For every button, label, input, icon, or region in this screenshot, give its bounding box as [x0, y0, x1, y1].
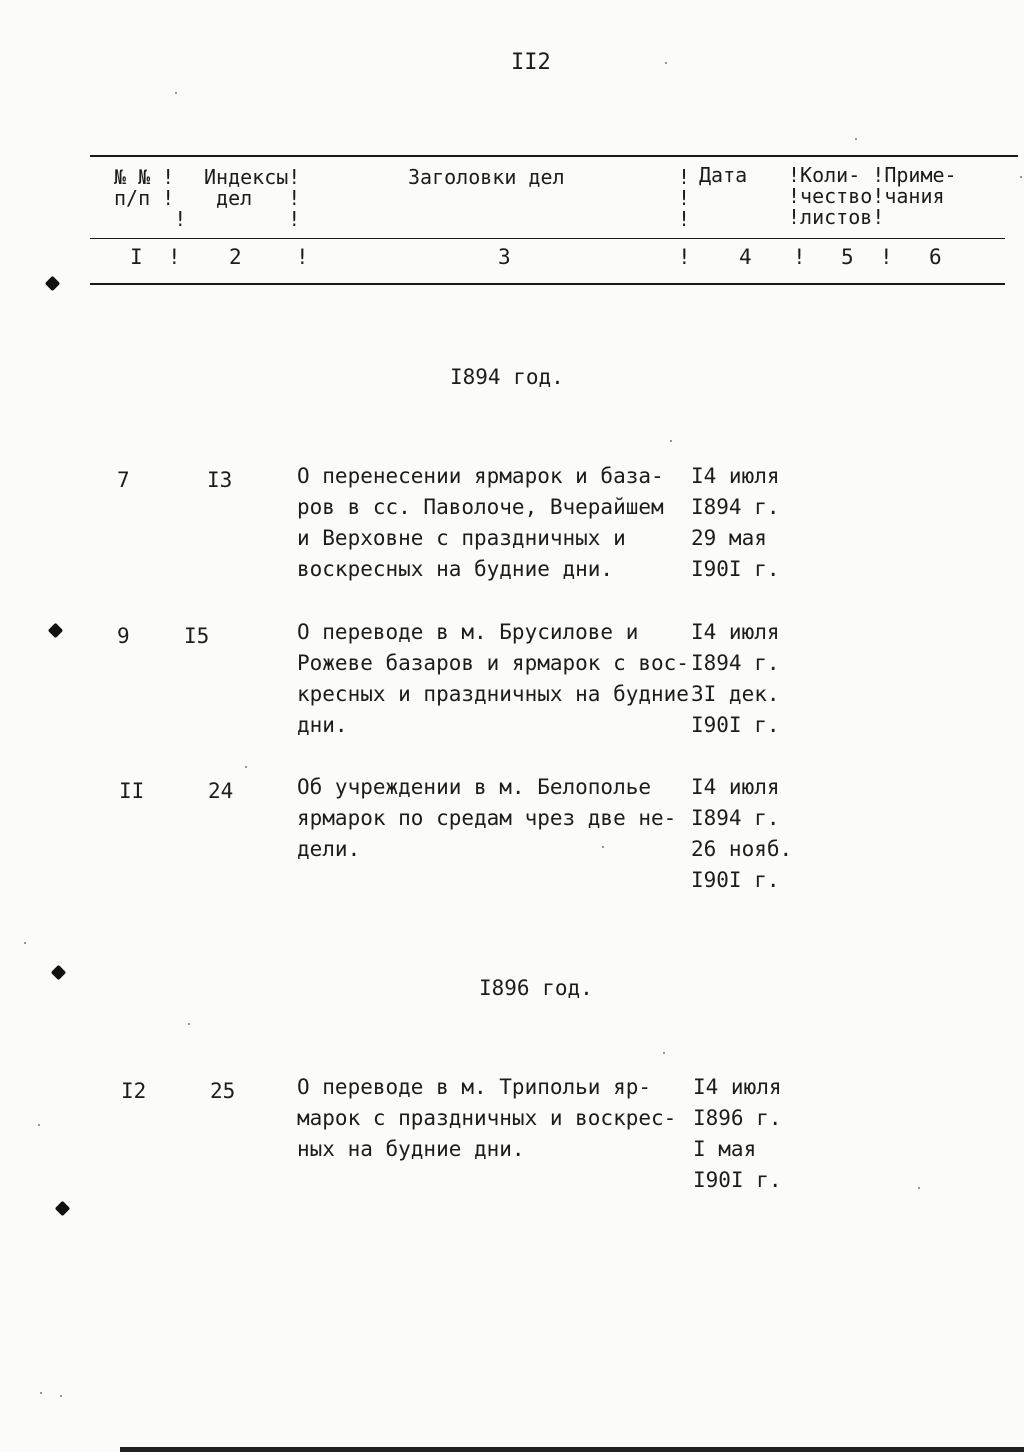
header-col-date: Дата — [699, 163, 748, 187]
scan-speck — [60, 1395, 62, 1397]
colnum-2: 2 — [229, 245, 242, 269]
page-number: II2 — [511, 50, 551, 75]
colnum-1: I — [130, 245, 143, 269]
entry-index: 24 — [208, 779, 234, 803]
scan-speck — [1020, 176, 1022, 178]
header-top-rule — [90, 155, 1018, 157]
colnum-sep: ! — [880, 245, 893, 269]
scan-speck — [918, 1187, 920, 1189]
scan-speck — [245, 766, 247, 768]
entry-number: I2 — [121, 1079, 147, 1103]
colnum-3: 3 — [498, 245, 511, 269]
entry-number: II — [119, 779, 145, 803]
scan-speck — [188, 1023, 190, 1025]
colnum-4: 4 — [739, 245, 752, 269]
binding-hole-icon — [45, 276, 61, 292]
colnum-5: 5 — [841, 245, 854, 269]
entry-date: I4 июля I894 г. 3I дек. I90I г. — [691, 620, 780, 737]
colnum-sep: ! — [168, 245, 181, 269]
scan-speck — [670, 440, 672, 442]
entry-title: О перенесении ярмарок и база- ров в сс. Паволоче, Вчерайшем и Верховне с праздничных и воскресных на будние дни. — [297, 464, 664, 581]
colnum-6: 6 — [929, 245, 942, 269]
scan-speck — [38, 1124, 40, 1126]
scan-bottom-edge — [120, 1447, 1024, 1452]
entry-date: I4 июля I894 г. 29 мая I90I г. — [691, 464, 780, 581]
scan-speck — [40, 1392, 42, 1394]
binding-hole-icon — [55, 1201, 71, 1217]
header-col-title: Заголовки дел — [408, 165, 565, 189]
year-heading: I896 год. — [479, 976, 593, 1000]
scan-speck — [175, 92, 177, 94]
binding-hole-icon — [48, 623, 64, 639]
entry-index: I5 — [184, 624, 210, 648]
header-mid-rule — [90, 238, 1005, 239]
entry-number: 7 — [117, 468, 130, 492]
scan-speck — [663, 1052, 665, 1054]
scan-speck — [24, 942, 26, 944]
colnum-sep: ! — [793, 245, 806, 269]
entry-index: 25 — [210, 1079, 236, 1103]
header-col-number: № № ! п/п ! ! — [114, 165, 187, 231]
entry-date: I4 июля I896 г. I мая I90I г. — [693, 1075, 782, 1192]
colnum-sep: ! — [296, 245, 309, 269]
colnum-sep: ! — [678, 245, 691, 269]
entry-title: О переводе в м. Брусилове и Рожеве базаров и ярмарок с вос- кресных и праздничных на будние дни. — [297, 620, 689, 737]
entry-title: Об учреждении в м. Белополье ярмарок по средам чрез две не- дели. — [297, 775, 677, 861]
scan-speck — [855, 138, 857, 140]
scan-speck — [665, 62, 667, 64]
entry-date: I4 июля I894 г. 26 нояб. I90I г. — [691, 775, 793, 892]
header-bottom-rule — [90, 283, 1005, 285]
scan-speck — [602, 846, 604, 848]
binding-hole-icon — [51, 965, 67, 981]
year-heading: I894 год. — [450, 365, 564, 389]
header-col-title-separator: ! ! ! — [678, 165, 691, 231]
entry-index: I3 — [207, 468, 233, 492]
header-col-index: Индексы! дел ! ! — [204, 165, 301, 231]
entry-title: О переводе в м. Трипольи яр- марок с праздничных и воскрес- ных на будние дни. — [297, 1075, 677, 1161]
entry-number: 9 — [117, 624, 130, 648]
header-col-sheets-notes: !Коли- !Приме- !чество!чания !листов! — [788, 163, 957, 229]
